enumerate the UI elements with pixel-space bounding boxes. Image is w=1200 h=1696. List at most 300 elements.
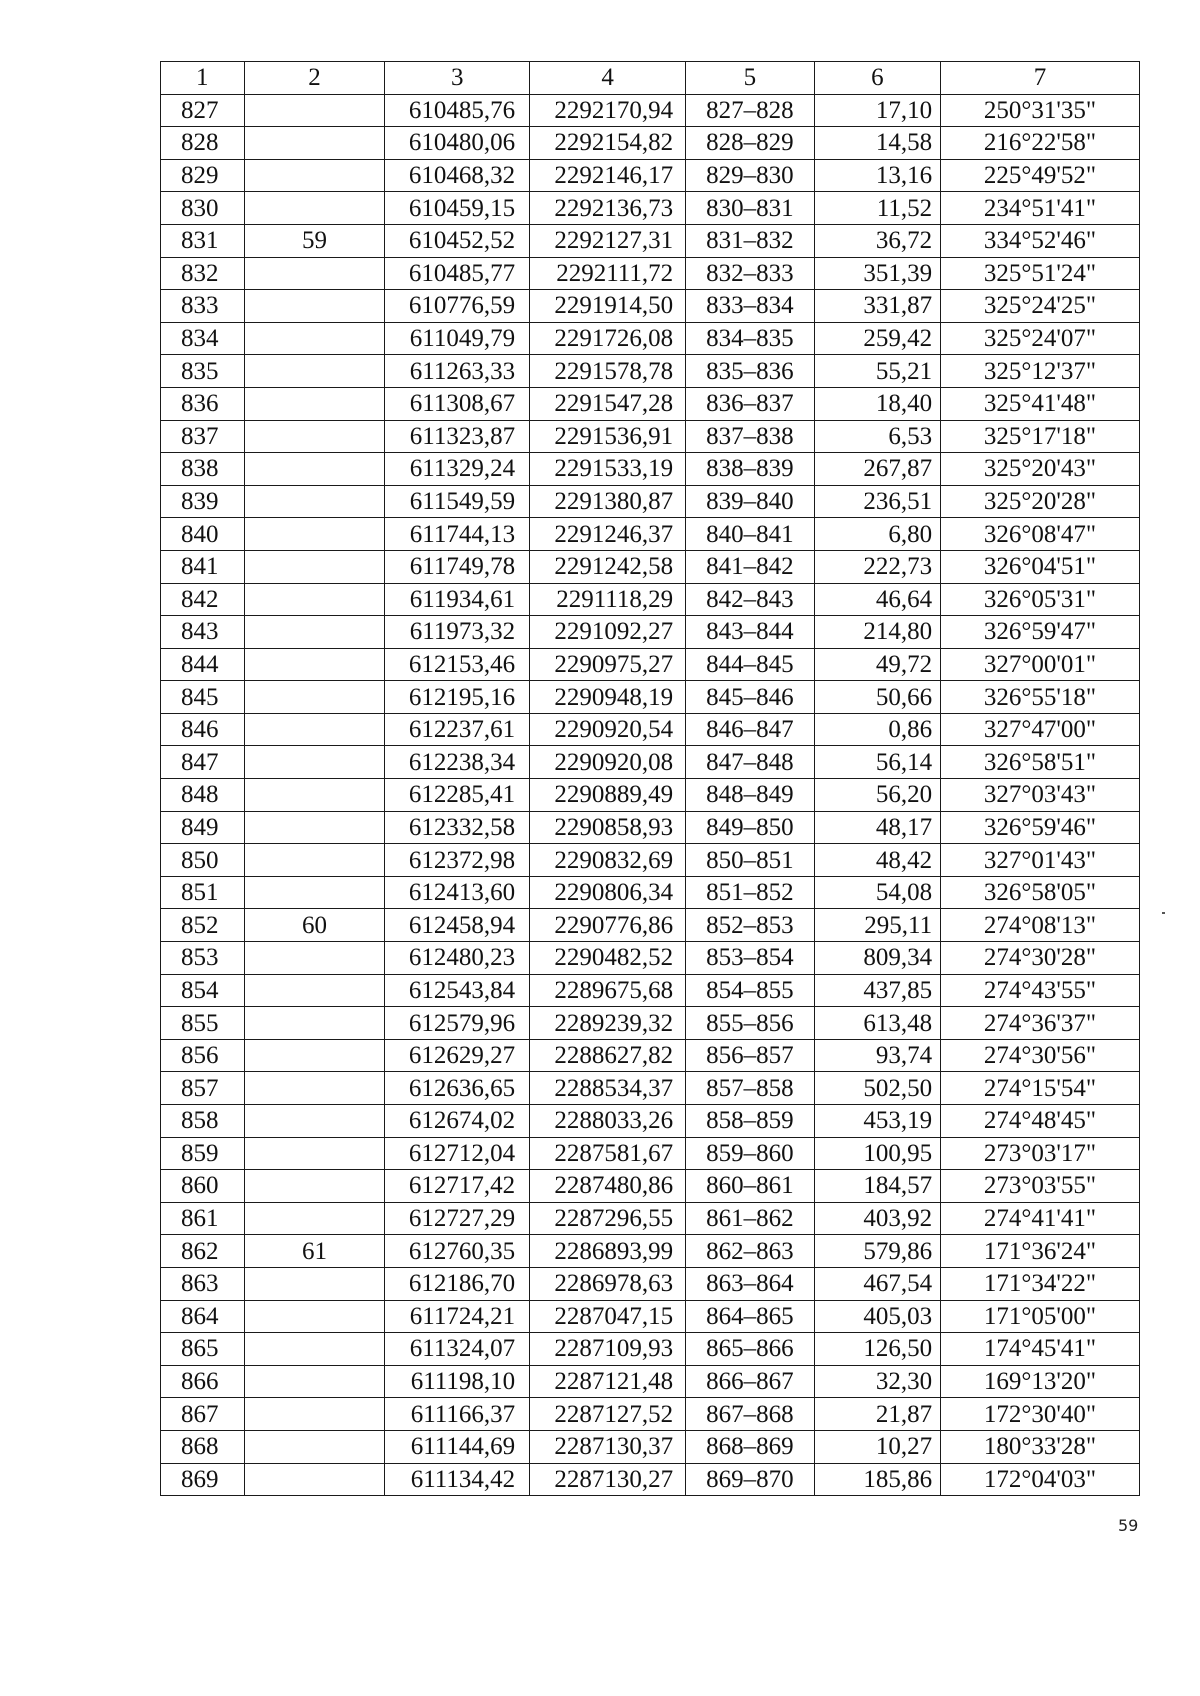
table-row <box>161 322 1140 355</box>
cell-point-number: 844 <box>161 648 245 681</box>
cell-coord-x: 611198,10 <box>385 1365 530 1398</box>
cell-point-number: 830 <box>161 192 245 225</box>
cell-parcel-number <box>244 974 385 1007</box>
cell-coord-x: 612579,96 <box>385 1007 530 1040</box>
cell-point-number: 867 <box>161 1398 245 1431</box>
cell-distance: 613,48 <box>814 1007 940 1040</box>
cell-distance: 48,17 <box>814 811 940 844</box>
cell-segment: 827–828 <box>686 94 814 127</box>
cell-coord-x: 612712,04 <box>385 1137 530 1170</box>
cell-parcel-number <box>244 322 385 355</box>
cell-coord-y: 2287480,86 <box>530 1170 686 1203</box>
cell-parcel-number <box>244 1398 385 1431</box>
cell-parcel-number <box>244 1365 385 1398</box>
cell-coord-x: 612674,02 <box>385 1105 530 1138</box>
cell-bearing: 216°22'58" <box>941 127 1140 160</box>
table-row <box>161 876 1140 909</box>
cell-coord-y: 2291380,87 <box>530 485 686 518</box>
cell-segment: 835–836 <box>686 355 814 388</box>
cell-distance: 93,74 <box>814 1039 940 1072</box>
cell-coord-x: 610468,32 <box>385 159 530 192</box>
cell-point-number: 854 <box>161 974 245 1007</box>
cell-coord-x: 612458,94 <box>385 909 530 942</box>
cell-coord-y: 2291726,08 <box>530 322 686 355</box>
table-row <box>161 1267 1140 1300</box>
table-row <box>161 224 1140 257</box>
cell-coord-y: 2289239,32 <box>530 1007 686 1040</box>
cell-point-number: 856 <box>161 1039 245 1072</box>
cell-parcel-number <box>244 94 385 127</box>
cell-coord-y: 2291092,27 <box>530 616 686 649</box>
cell-segment: 865–866 <box>686 1333 814 1366</box>
column-header-1: 1 <box>161 62 245 95</box>
cell-distance: 6,53 <box>814 420 940 453</box>
cell-distance: 10,27 <box>814 1430 940 1463</box>
cell-parcel-number <box>244 681 385 714</box>
cell-bearing: 234°51'41" <box>941 192 1140 225</box>
cell-segment: 833–834 <box>686 290 814 323</box>
cell-coord-y: 2287127,52 <box>530 1398 686 1431</box>
cell-parcel-number <box>244 713 385 746</box>
cell-distance: 49,72 <box>814 648 940 681</box>
cell-bearing: 325°20'43" <box>941 453 1140 486</box>
cell-bearing: 326°55'18" <box>941 681 1140 714</box>
cell-bearing: 325°24'07" <box>941 322 1140 355</box>
cell-segment: 859–860 <box>686 1137 814 1170</box>
cell-coord-x: 612186,70 <box>385 1267 530 1300</box>
cell-bearing: 326°08'47" <box>941 518 1140 551</box>
cell-coord-y: 2288627,82 <box>530 1039 686 1072</box>
table-row <box>161 681 1140 714</box>
cell-segment: 854–855 <box>686 974 814 1007</box>
table-row <box>161 616 1140 649</box>
column-header-6: 6 <box>814 62 940 95</box>
cell-coord-y: 2291536,91 <box>530 420 686 453</box>
cell-segment: 847–848 <box>686 746 814 779</box>
cell-point-number: 845 <box>161 681 245 714</box>
cell-coord-y: 2287130,37 <box>530 1430 686 1463</box>
cell-coord-x: 612543,84 <box>385 974 530 1007</box>
cell-bearing: 325°20'28" <box>941 485 1140 518</box>
cell-point-number: 831 <box>161 224 245 257</box>
cell-coord-x: 612727,29 <box>385 1202 530 1235</box>
cell-coord-x: 612717,42 <box>385 1170 530 1203</box>
cell-point-number: 861 <box>161 1202 245 1235</box>
table-row <box>161 94 1140 127</box>
cell-coord-y: 2291547,28 <box>530 387 686 420</box>
cell-coord-x: 612195,16 <box>385 681 530 714</box>
cell-segment: 866–867 <box>686 1365 814 1398</box>
cell-bearing: 334°52'46" <box>941 224 1140 257</box>
cell-distance: 14,58 <box>814 127 940 160</box>
table-row <box>161 1007 1140 1040</box>
cell-point-number: 848 <box>161 779 245 812</box>
cell-parcel-number <box>244 811 385 844</box>
cell-coord-x: 610459,15 <box>385 192 530 225</box>
cell-coord-y: 2291578,78 <box>530 355 686 388</box>
table-row <box>161 583 1140 616</box>
cell-segment: 858–859 <box>686 1105 814 1138</box>
cell-coord-x: 611724,21 <box>385 1300 530 1333</box>
cell-distance: 11,52 <box>814 192 940 225</box>
cell-bearing: 326°59'47" <box>941 616 1140 649</box>
cell-bearing: 273°03'55" <box>941 1170 1140 1203</box>
cell-segment: 857–858 <box>686 1072 814 1105</box>
cell-distance: 437,85 <box>814 974 940 1007</box>
cell-segment: 842–843 <box>686 583 814 616</box>
cell-point-number: 838 <box>161 453 245 486</box>
cell-segment: 845–846 <box>686 681 814 714</box>
cell-parcel-number <box>244 616 385 649</box>
cell-coord-y: 2288534,37 <box>530 1072 686 1105</box>
cell-segment: 839–840 <box>686 485 814 518</box>
cell-distance: 222,73 <box>814 550 940 583</box>
cell-parcel-number <box>244 1007 385 1040</box>
table-row <box>161 1398 1140 1431</box>
cell-bearing: 250°31'35" <box>941 94 1140 127</box>
cell-parcel-number <box>244 779 385 812</box>
cell-bearing: 273°03'17" <box>941 1137 1140 1170</box>
cell-coord-x: 611744,13 <box>385 518 530 551</box>
table-row <box>161 1072 1140 1105</box>
cell-coord-x: 610452,52 <box>385 224 530 257</box>
cell-point-number: 836 <box>161 387 245 420</box>
cell-segment: 836–837 <box>686 387 814 420</box>
cell-point-number: 842 <box>161 583 245 616</box>
column-header-4: 4 <box>530 62 686 95</box>
cell-segment: 855–856 <box>686 1007 814 1040</box>
cell-coord-y: 2290889,49 <box>530 779 686 812</box>
cell-segment: 832–833 <box>686 257 814 290</box>
cell-distance: 54,08 <box>814 876 940 909</box>
cell-distance: 18,40 <box>814 387 940 420</box>
table-body <box>161 94 1140 1496</box>
cell-distance: 126,50 <box>814 1333 940 1366</box>
cell-point-number: 847 <box>161 746 245 779</box>
cell-bearing: 326°59'46" <box>941 811 1140 844</box>
cell-coord-x: 612480,23 <box>385 942 530 975</box>
cell-bearing: 325°41'48" <box>941 387 1140 420</box>
cell-bearing: 169°13'20" <box>941 1365 1140 1398</box>
cell-distance: 267,87 <box>814 453 940 486</box>
table-row <box>161 387 1140 420</box>
cell-segment: 837–838 <box>686 420 814 453</box>
cell-coord-x: 611549,59 <box>385 485 530 518</box>
cell-parcel-number <box>244 127 385 160</box>
table-row <box>161 1137 1140 1170</box>
cell-point-number: 833 <box>161 290 245 323</box>
table-row <box>161 942 1140 975</box>
cell-point-number: 864 <box>161 1300 245 1333</box>
cell-segment: 853–854 <box>686 942 814 975</box>
page-number: 59 <box>1118 1516 1139 1535</box>
cell-segment: 831–832 <box>686 224 814 257</box>
table-row <box>161 1300 1140 1333</box>
cell-bearing: 180°33'28" <box>941 1430 1140 1463</box>
cell-parcel-number <box>244 1105 385 1138</box>
cell-parcel-number <box>244 1137 385 1170</box>
cell-point-number: 851 <box>161 876 245 909</box>
cell-coord-y: 2291533,19 <box>530 453 686 486</box>
cell-distance: 453,19 <box>814 1105 940 1138</box>
cell-coord-x: 612285,41 <box>385 779 530 812</box>
cell-coord-x: 612238,34 <box>385 746 530 779</box>
table-row <box>161 1463 1140 1496</box>
cell-point-number: 843 <box>161 616 245 649</box>
cell-point-number: 855 <box>161 1007 245 1040</box>
cell-coord-x: 611134,42 <box>385 1463 530 1496</box>
table-row <box>161 1235 1140 1268</box>
table-row <box>161 779 1140 812</box>
cell-distance: 184,57 <box>814 1170 940 1203</box>
cell-parcel-number <box>244 876 385 909</box>
cell-distance: 351,39 <box>814 257 940 290</box>
cell-distance: 295,11 <box>814 909 940 942</box>
cell-coord-x: 612153,46 <box>385 648 530 681</box>
cell-coord-y: 2290832,69 <box>530 844 686 877</box>
table-row <box>161 974 1140 1007</box>
cell-coord-x: 611329,24 <box>385 453 530 486</box>
cell-point-number: 839 <box>161 485 245 518</box>
cell-coord-x: 610480,06 <box>385 127 530 160</box>
cell-parcel-number <box>244 583 385 616</box>
cell-segment: 867–868 <box>686 1398 814 1431</box>
cell-point-number: 858 <box>161 1105 245 1138</box>
column-header-5: 5 <box>686 62 814 95</box>
cell-coord-y: 2288033,26 <box>530 1105 686 1138</box>
cell-segment: 829–830 <box>686 159 814 192</box>
cell-coord-y: 2290920,08 <box>530 746 686 779</box>
cell-coord-y: 2287121,48 <box>530 1365 686 1398</box>
cell-distance: 809,34 <box>814 942 940 975</box>
cell-coord-y: 2287109,93 <box>530 1333 686 1366</box>
table-header <box>161 62 1140 95</box>
cell-coord-y: 2287296,55 <box>530 1202 686 1235</box>
cell-parcel-number <box>244 159 385 192</box>
cell-point-number: 866 <box>161 1365 245 1398</box>
table-row <box>161 811 1140 844</box>
cell-point-number: 829 <box>161 159 245 192</box>
table-row <box>161 1365 1140 1398</box>
cell-coord-y: 2290920,54 <box>530 713 686 746</box>
cell-parcel-number: 61 <box>244 1235 385 1268</box>
cell-coord-y: 2290776,86 <box>530 909 686 942</box>
cell-point-number: 865 <box>161 1333 245 1366</box>
column-header-7: 7 <box>941 62 1140 95</box>
cell-bearing: 172°30'40" <box>941 1398 1140 1431</box>
scan-speck <box>1162 912 1165 914</box>
cell-coord-y: 2286978,63 <box>530 1267 686 1300</box>
cell-bearing: 325°12'37" <box>941 355 1140 388</box>
cell-segment: 856–857 <box>686 1039 814 1072</box>
cell-distance: 185,86 <box>814 1463 940 1496</box>
cell-parcel-number <box>244 192 385 225</box>
cell-segment: 840–841 <box>686 518 814 551</box>
cell-point-number: 846 <box>161 713 245 746</box>
cell-segment: 848–849 <box>686 779 814 812</box>
cell-bearing: 325°17'18" <box>941 420 1140 453</box>
cell-parcel-number <box>244 453 385 486</box>
cell-coord-x: 612372,98 <box>385 844 530 877</box>
cell-segment: 843–844 <box>686 616 814 649</box>
table-row <box>161 453 1140 486</box>
cell-coord-y: 2291914,50 <box>530 290 686 323</box>
cell-parcel-number <box>244 1202 385 1235</box>
cell-distance: 32,30 <box>814 1365 940 1398</box>
cell-coord-y: 2292146,17 <box>530 159 686 192</box>
cell-point-number: 840 <box>161 518 245 551</box>
cell-bearing: 327°03'43" <box>941 779 1140 812</box>
cell-bearing: 274°48'45" <box>941 1105 1140 1138</box>
table-row <box>161 420 1140 453</box>
table-row <box>161 746 1140 779</box>
table-row <box>161 518 1140 551</box>
cell-coord-y: 2292170,94 <box>530 94 686 127</box>
table-row <box>161 1333 1140 1366</box>
table-row <box>161 1430 1140 1463</box>
cell-segment: 851–852 <box>686 876 814 909</box>
cell-parcel-number <box>244 1267 385 1300</box>
cell-parcel-number <box>244 518 385 551</box>
cell-parcel-number <box>244 1170 385 1203</box>
cell-coord-x: 610485,77 <box>385 257 530 290</box>
cell-coord-y: 2292111,72 <box>530 257 686 290</box>
cell-distance: 405,03 <box>814 1300 940 1333</box>
cell-coord-x: 611324,07 <box>385 1333 530 1366</box>
table-row <box>161 127 1140 160</box>
cell-bearing: 274°36'37" <box>941 1007 1140 1040</box>
cell-bearing: 171°34'22" <box>941 1267 1140 1300</box>
table-row <box>161 1039 1140 1072</box>
table-row <box>161 159 1140 192</box>
cell-point-number: 859 <box>161 1137 245 1170</box>
cell-distance: 100,95 <box>814 1137 940 1170</box>
cell-bearing: 274°08'13" <box>941 909 1140 942</box>
cell-segment: 844–845 <box>686 648 814 681</box>
cell-segment: 862–863 <box>686 1235 814 1268</box>
cell-point-number: 834 <box>161 322 245 355</box>
cell-coord-x: 610776,59 <box>385 290 530 323</box>
cell-coord-x: 611144,69 <box>385 1430 530 1463</box>
cell-bearing: 171°36'24" <box>941 1235 1140 1268</box>
table-row <box>161 485 1140 518</box>
cell-coord-x: 611973,32 <box>385 616 530 649</box>
cell-point-number: 869 <box>161 1463 245 1496</box>
table-row <box>161 550 1140 583</box>
cell-coord-x: 611166,37 <box>385 1398 530 1431</box>
cell-distance: 17,10 <box>814 94 940 127</box>
cell-point-number: 862 <box>161 1235 245 1268</box>
cell-segment: 863–864 <box>686 1267 814 1300</box>
cell-point-number: 868 <box>161 1430 245 1463</box>
cell-distance: 6,80 <box>814 518 940 551</box>
table-row <box>161 844 1140 877</box>
cell-bearing: 326°58'05" <box>941 876 1140 909</box>
cell-bearing: 274°30'56" <box>941 1039 1140 1072</box>
cell-segment: 861–862 <box>686 1202 814 1235</box>
cell-parcel-number <box>244 1072 385 1105</box>
cell-parcel-number <box>244 1300 385 1333</box>
table-row <box>161 1202 1140 1235</box>
cell-parcel-number: 60 <box>244 909 385 942</box>
cell-distance: 0,86 <box>814 713 940 746</box>
cell-coord-y: 2286893,99 <box>530 1235 686 1268</box>
cell-bearing: 326°58'51" <box>941 746 1140 779</box>
cell-point-number: 832 <box>161 257 245 290</box>
table-row <box>161 355 1140 388</box>
cell-coord-y: 2290948,19 <box>530 681 686 714</box>
cell-segment: 849–850 <box>686 811 814 844</box>
cell-point-number: 828 <box>161 127 245 160</box>
table-row <box>161 1105 1140 1138</box>
cell-parcel-number <box>244 550 385 583</box>
table-row <box>161 648 1140 681</box>
cell-parcel-number <box>244 1039 385 1072</box>
cell-coord-x: 610485,76 <box>385 94 530 127</box>
table-row <box>161 1170 1140 1203</box>
cell-coord-y: 2289675,68 <box>530 974 686 1007</box>
cell-segment: 838–839 <box>686 453 814 486</box>
cell-distance: 236,51 <box>814 485 940 518</box>
cell-bearing: 274°15'54" <box>941 1072 1140 1105</box>
cell-bearing: 274°41'41" <box>941 1202 1140 1235</box>
cell-coord-x: 611308,67 <box>385 387 530 420</box>
cell-segment: 834–835 <box>686 322 814 355</box>
cell-coord-x: 612332,58 <box>385 811 530 844</box>
cell-point-number: 850 <box>161 844 245 877</box>
cell-segment: 860–861 <box>686 1170 814 1203</box>
cell-distance: 403,92 <box>814 1202 940 1235</box>
cell-parcel-number <box>244 290 385 323</box>
cell-distance: 467,54 <box>814 1267 940 1300</box>
cell-parcel-number <box>244 257 385 290</box>
cell-point-number: 853 <box>161 942 245 975</box>
cell-distance: 50,66 <box>814 681 940 714</box>
cell-parcel-number <box>244 648 385 681</box>
cell-bearing: 274°30'28" <box>941 942 1140 975</box>
cell-parcel-number <box>244 844 385 877</box>
cell-parcel-number <box>244 387 385 420</box>
cell-coord-x: 612629,27 <box>385 1039 530 1072</box>
cell-point-number: 841 <box>161 550 245 583</box>
cell-coord-y: 2292154,82 <box>530 127 686 160</box>
cell-distance: 259,42 <box>814 322 940 355</box>
cell-coord-y: 2291118,29 <box>530 583 686 616</box>
cell-distance: 48,42 <box>814 844 940 877</box>
cell-point-number: 827 <box>161 94 245 127</box>
cell-coord-x: 611749,78 <box>385 550 530 583</box>
cell-coord-y: 2290806,34 <box>530 876 686 909</box>
cell-bearing: 325°24'25" <box>941 290 1140 323</box>
cell-point-number: 835 <box>161 355 245 388</box>
cell-coord-y: 2291242,58 <box>530 550 686 583</box>
cell-coord-y: 2291246,37 <box>530 518 686 551</box>
cell-bearing: 326°05'31" <box>941 583 1140 616</box>
table-row <box>161 909 1140 942</box>
cell-segment: 852–853 <box>686 909 814 942</box>
cell-parcel-number <box>244 1430 385 1463</box>
cell-point-number: 857 <box>161 1072 245 1105</box>
cell-distance: 21,87 <box>814 1398 940 1431</box>
cell-coord-y: 2287130,27 <box>530 1463 686 1496</box>
cell-point-number: 863 <box>161 1267 245 1300</box>
cell-bearing: 327°47'00" <box>941 713 1140 746</box>
cell-coord-y: 2290482,52 <box>530 942 686 975</box>
cell-coord-x: 611263,33 <box>385 355 530 388</box>
cell-bearing: 171°05'00" <box>941 1300 1140 1333</box>
cell-segment: 830–831 <box>686 192 814 225</box>
cell-parcel-number <box>244 420 385 453</box>
